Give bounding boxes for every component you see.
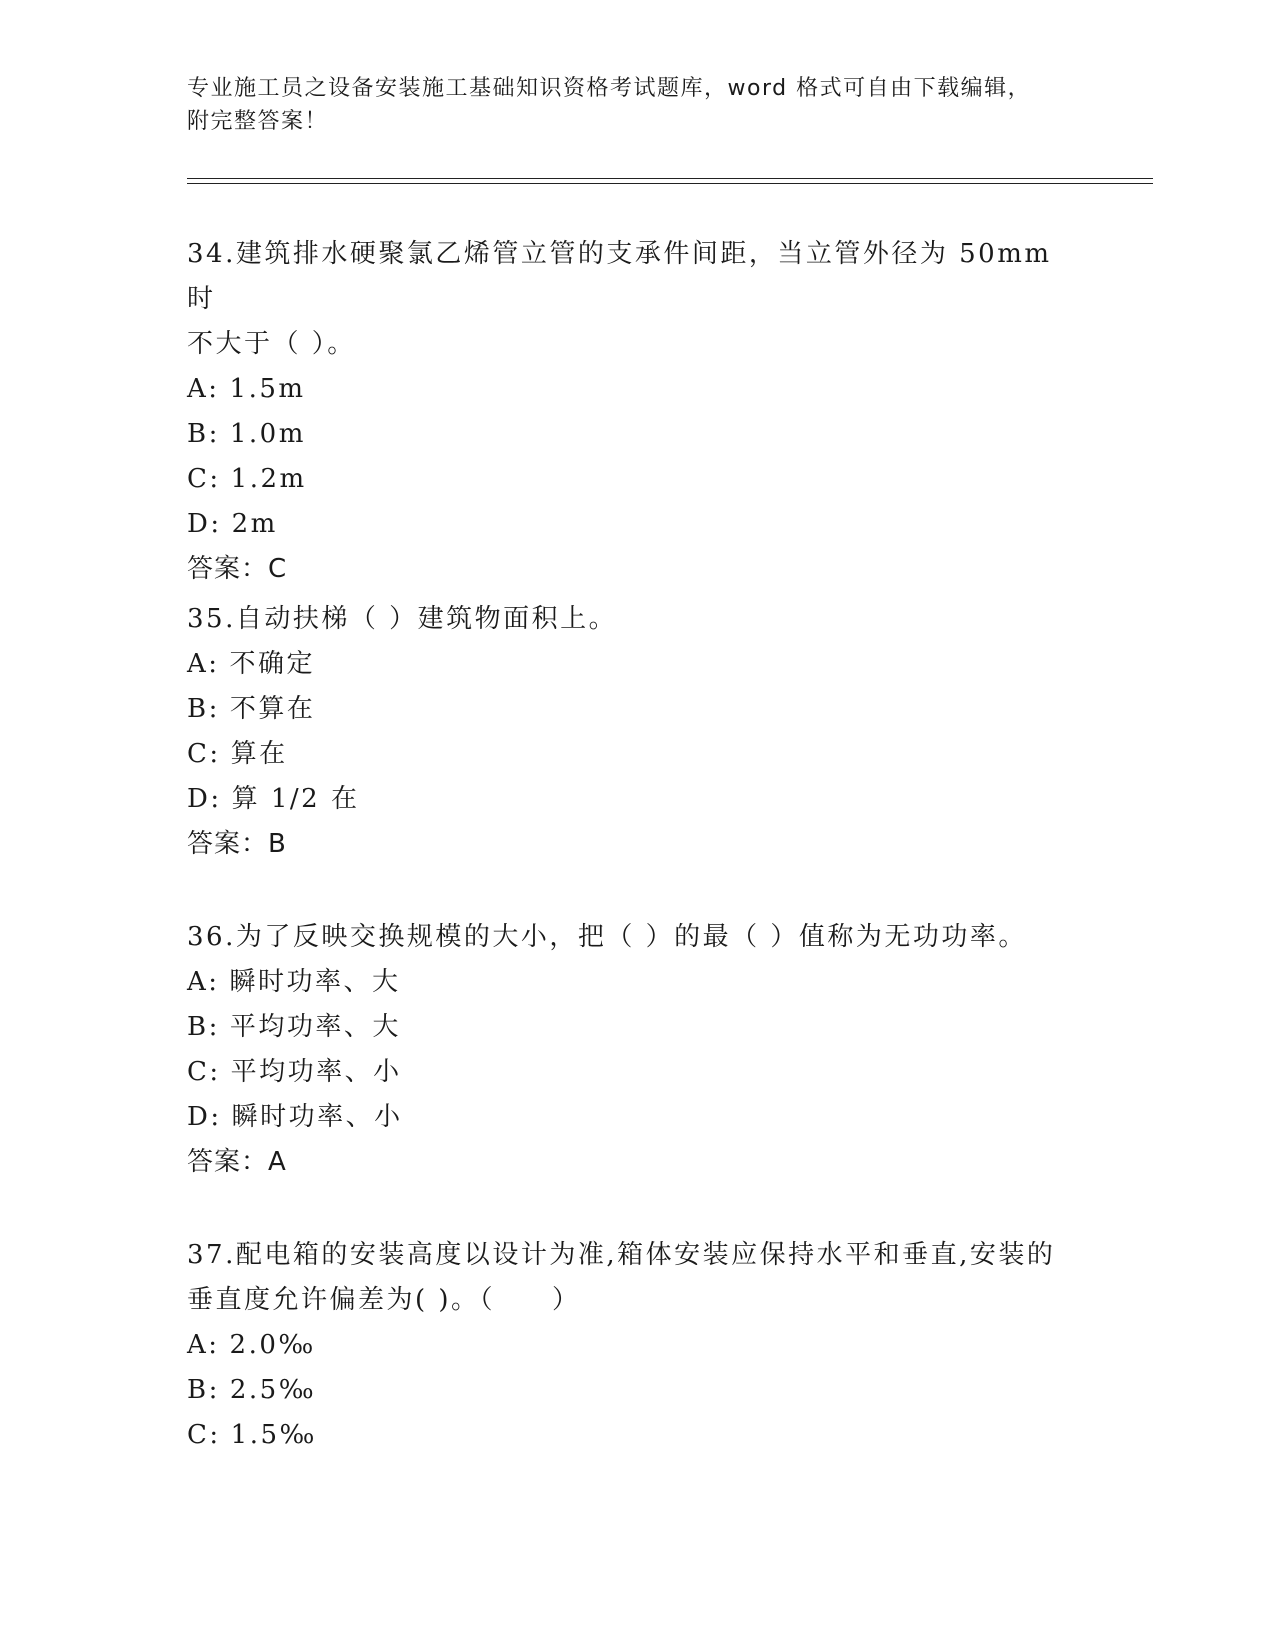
option-c (187, 1050, 1087, 1095)
option-text: 瞬时功率、大 (229, 967, 401, 997)
question-stem: 36.为了反映交换规模的大小，把（ ）的最（ ）值称为无功功率。 (187, 922, 1027, 952)
option-letter: C: (187, 464, 221, 494)
option-letter: D: (187, 509, 222, 539)
option-letter: B: (187, 694, 220, 724)
question-35 (187, 597, 1087, 867)
header-rule-top (187, 178, 1153, 179)
option-c (187, 457, 1087, 502)
option-c (187, 1413, 1087, 1458)
option-b (187, 1368, 1087, 1413)
option-b (187, 687, 1087, 732)
option-letter: B: (187, 1012, 220, 1042)
option-letter: C: (187, 1057, 221, 1087)
answer: 答案：C (187, 554, 288, 584)
option-d (187, 502, 1087, 547)
question-stem-continued: 垂直度允许偏差为( )。（ ） (187, 1285, 581, 1315)
option-letter: B: (187, 419, 220, 449)
answer: 答案：A (187, 1147, 287, 1177)
option-text: 不算在 (229, 694, 316, 724)
option-text: 1.5m (229, 374, 306, 404)
option-text: 1.0m (229, 419, 306, 449)
document-header (187, 72, 1067, 138)
question-stem-continued: 不大于（ ）。 (187, 329, 356, 359)
option-text: 不确定 (229, 649, 316, 679)
option-letter: C: (187, 1420, 221, 1450)
option-text: 2m (231, 509, 278, 539)
question-37 (187, 1233, 1087, 1458)
option-d (187, 1095, 1087, 1140)
header-rule-bottom (187, 183, 1153, 184)
option-letter: D: (187, 1102, 222, 1132)
option-text: 2.5‰ (229, 1375, 317, 1405)
option-d (187, 777, 1087, 822)
question-34 (187, 232, 1087, 592)
option-letter: A: (187, 374, 220, 404)
option-a (187, 960, 1087, 1005)
option-text: 2.0‰ (229, 1330, 316, 1360)
option-text: 1.2m (230, 464, 307, 494)
option-letter: A: (187, 967, 220, 997)
answer: 答案：B (187, 829, 287, 859)
option-text: 平均功率、大 (229, 1012, 401, 1042)
question-stem: 37.配电箱的安装高度以设计为准,箱体安装应保持水平和垂直,安装的 (187, 1240, 1056, 1270)
option-letter: D: (187, 784, 222, 814)
option-c (187, 732, 1087, 777)
option-b (187, 412, 1087, 457)
question-36 (187, 915, 1087, 1185)
question-stem: 35.自动扶梯（ ）建筑物面积上。 (187, 604, 618, 634)
option-text: 瞬时功率、小 (231, 1102, 403, 1132)
option-a (187, 642, 1087, 687)
option-text: 平均功率、小 (230, 1057, 402, 1087)
option-letter: A: (187, 1330, 220, 1360)
question-stem: 34.建筑排水硬聚氯乙烯管立管的支承件间距，当立管外径为 50mm 时 (187, 239, 1052, 314)
option-a (187, 367, 1087, 412)
option-a (187, 1323, 1087, 1368)
option-letter: A: (187, 649, 220, 679)
header-line-1: 专业施工员之设备安装施工基础知识资格考试题库，word 格式可自由下载编辑， (187, 76, 1032, 101)
option-text: 1.5‰ (230, 1420, 317, 1450)
option-letter: B: (187, 1375, 220, 1405)
option-letter: C: (187, 739, 221, 769)
option-b (187, 1005, 1087, 1050)
header-line-2: 附完整答案！ (187, 109, 329, 134)
option-text: 算在 (230, 739, 288, 769)
option-text: 算 1/2 在 (231, 784, 360, 814)
